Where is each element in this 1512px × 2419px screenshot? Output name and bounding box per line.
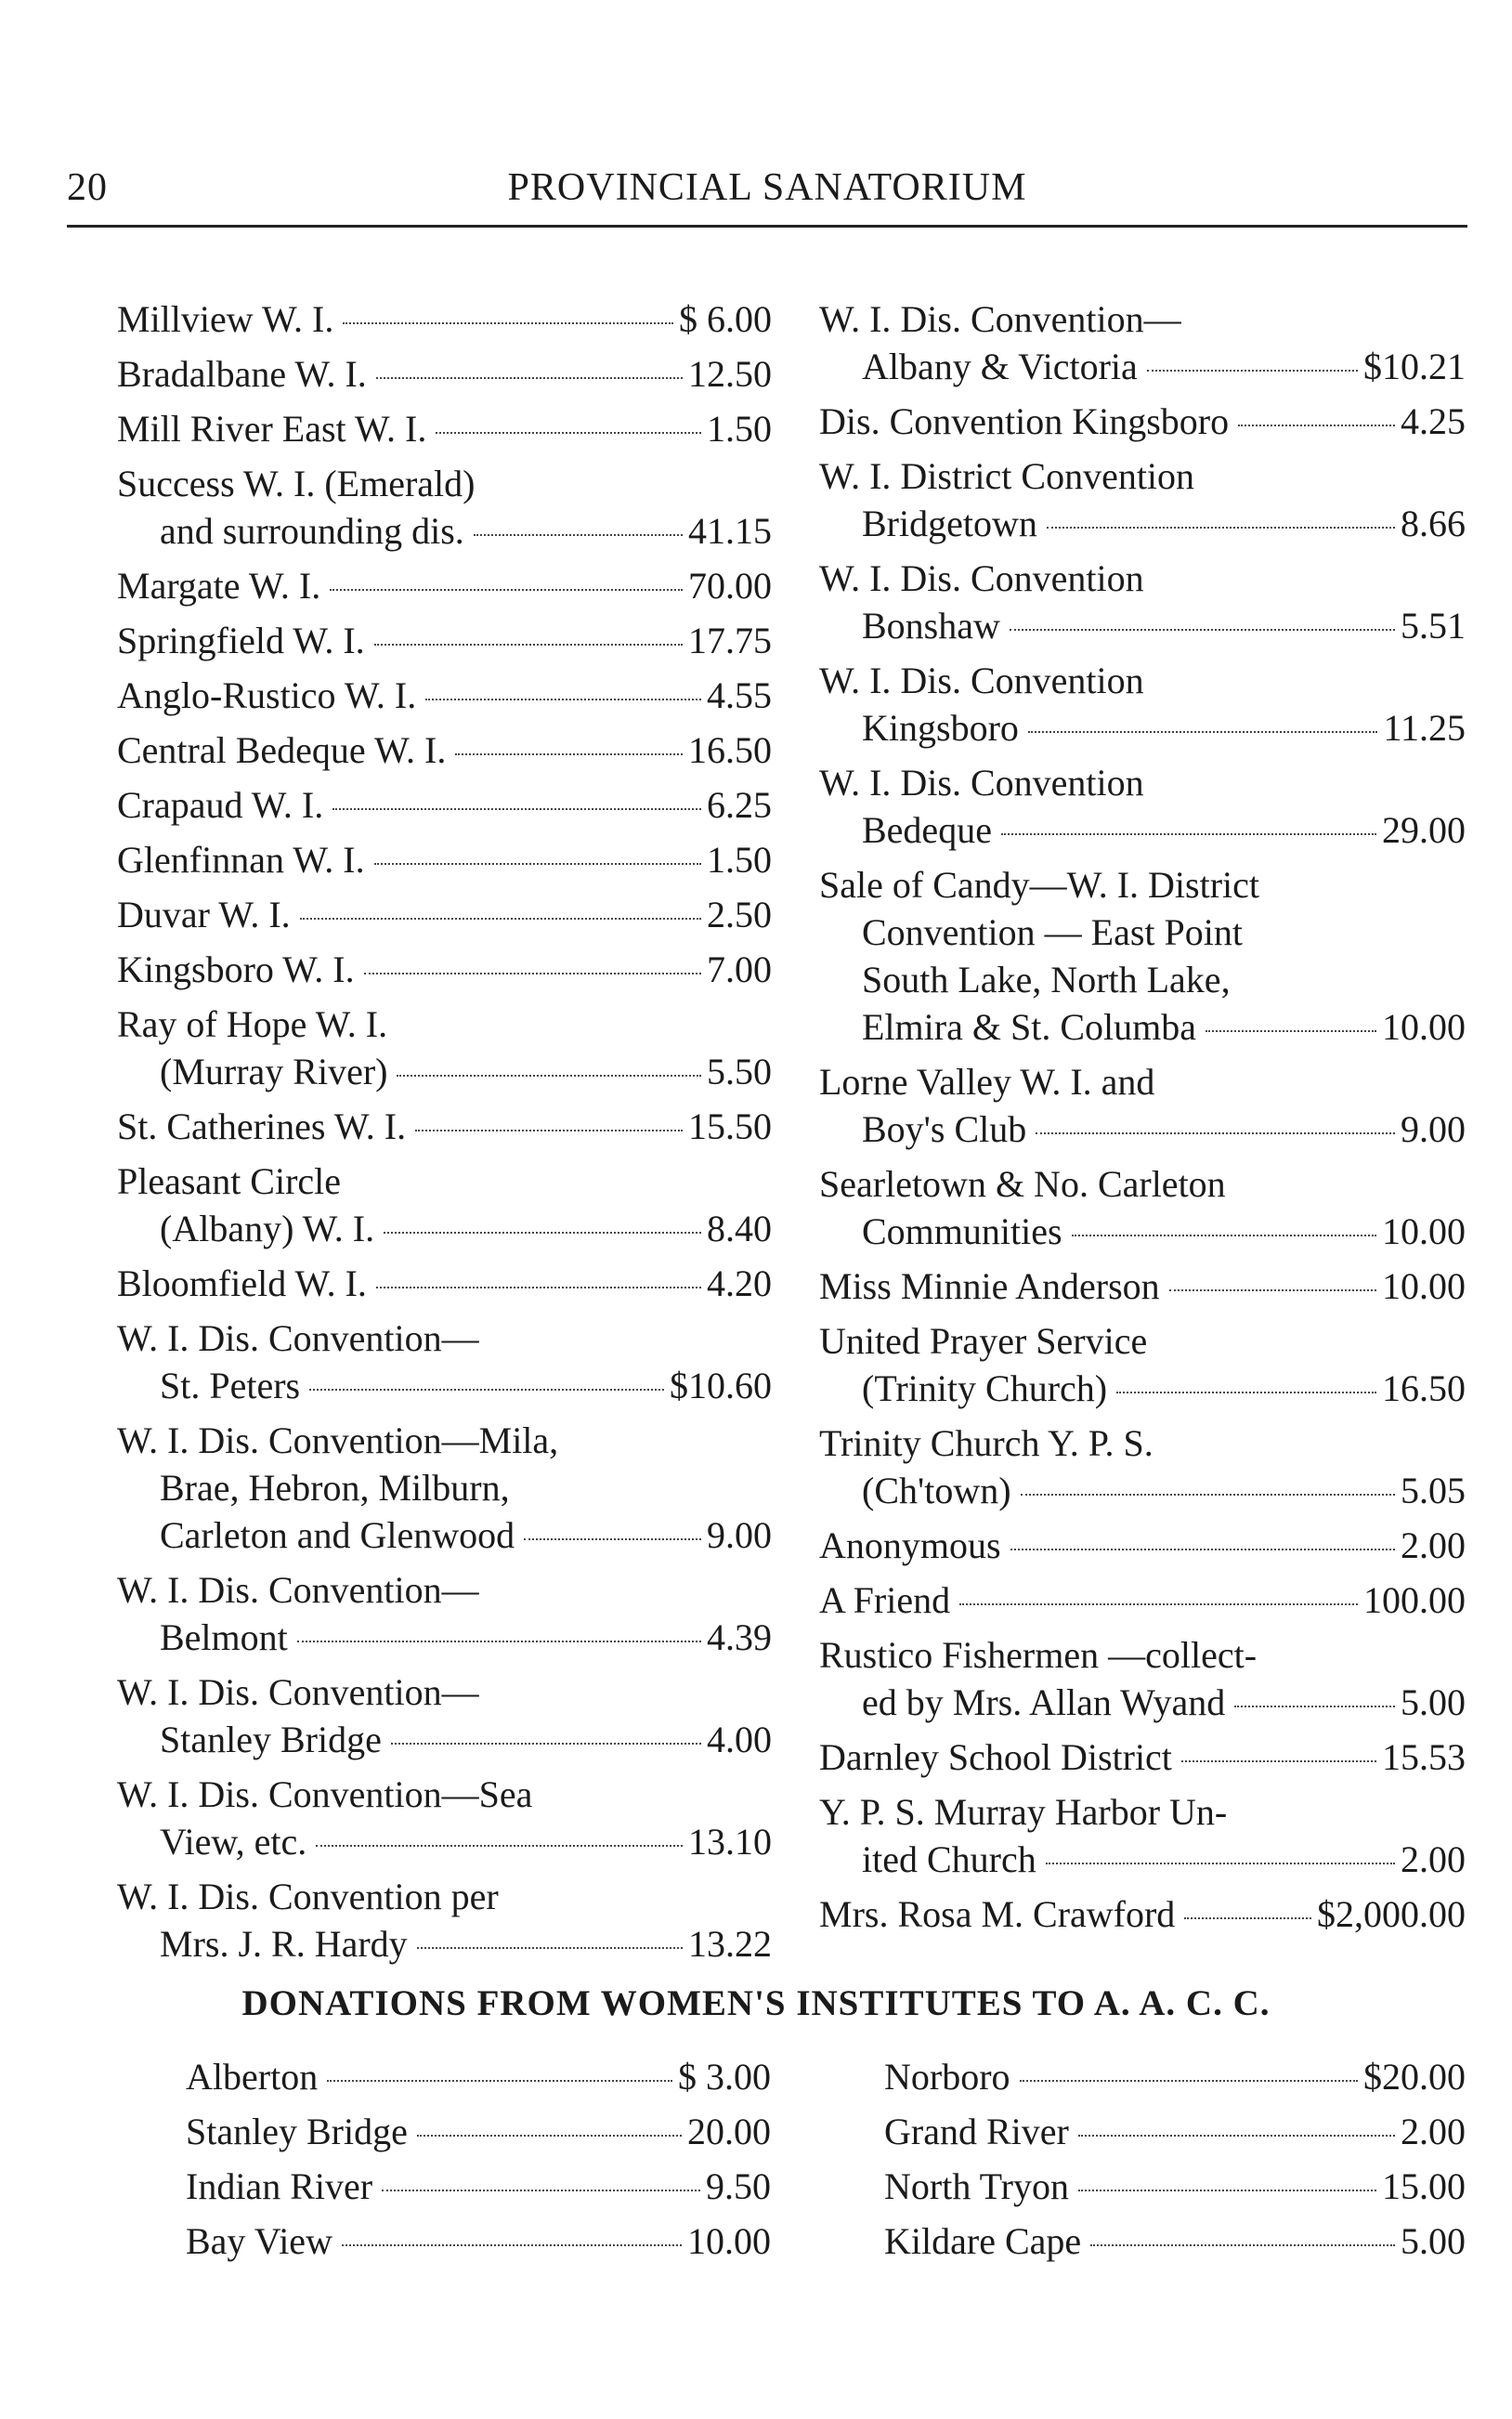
donation-amount: 5.00 xyxy=(1401,2220,1466,2262)
dot-leader xyxy=(417,1947,683,1949)
donation-amount: $20.00 xyxy=(1363,2056,1466,2098)
donation-amount: 10.00 xyxy=(1382,1210,1466,1252)
donation-amount: 5.50 xyxy=(707,1051,772,1092)
donation-amount: 8.66 xyxy=(1401,503,1466,544)
entry-line xyxy=(117,1000,772,1048)
entry-line xyxy=(117,836,772,883)
donor-name: (Murray River) xyxy=(160,1051,388,1092)
donor-name: Kildare Cape xyxy=(884,2220,1082,2262)
donation-entry xyxy=(819,295,1466,390)
entry-line xyxy=(819,1003,1466,1051)
donor-name: St. Catherines W. I. xyxy=(117,1105,407,1147)
entry-line xyxy=(117,350,772,398)
entry-line xyxy=(117,1771,772,1818)
entry-line xyxy=(819,1419,1466,1467)
donation-amount: 11.25 xyxy=(1383,707,1466,749)
section-right-column xyxy=(884,2053,1466,2272)
donor-name: Convention — East Point xyxy=(862,911,1243,953)
donation-amount: 12.50 xyxy=(688,353,772,395)
entry-line xyxy=(117,1920,772,1968)
donation-entry xyxy=(117,460,772,555)
entry-line xyxy=(117,1205,772,1252)
donation-amount: 2.00 xyxy=(1401,1838,1466,1880)
donation-entry xyxy=(117,1566,772,1661)
donation-entry xyxy=(819,1317,1466,1412)
entry-line xyxy=(819,1467,1466,1514)
entry-line xyxy=(117,405,772,452)
donor-name: Bay View xyxy=(186,2220,332,2262)
donation-entry xyxy=(117,672,772,719)
donation-amount: 9.00 xyxy=(1401,1108,1466,1150)
donation-amount: 29.00 xyxy=(1382,809,1466,851)
entry-line xyxy=(117,1260,772,1307)
donor-name: Bedeque xyxy=(862,809,992,851)
donor-name: Lorne Valley W. I. and xyxy=(819,1061,1155,1103)
entry-line xyxy=(186,2163,771,2210)
donation-entry xyxy=(117,1668,772,1763)
dot-leader xyxy=(397,1075,701,1077)
donor-name: Margate W. I. xyxy=(117,565,321,607)
dot-leader xyxy=(1238,425,1395,426)
donor-name: Grand River xyxy=(884,2111,1069,2152)
donor-name: Dis. Convention Kingsboro xyxy=(819,400,1230,442)
dot-leader xyxy=(474,534,683,536)
donation-entry xyxy=(819,1522,1466,1569)
entry-line xyxy=(117,1314,772,1362)
donation-amount: 6.25 xyxy=(707,784,772,826)
donation-entry xyxy=(819,1160,1466,1255)
donation-entry xyxy=(819,1419,1466,1514)
donation-entry xyxy=(186,2053,771,2100)
dot-leader xyxy=(1021,1494,1395,1496)
entry-line xyxy=(819,1058,1466,1105)
entry-line xyxy=(819,657,1466,704)
dot-leader xyxy=(1206,1030,1376,1032)
entry-line xyxy=(819,909,1466,956)
donor-name: Darnley School District xyxy=(819,1736,1172,1778)
entry-line xyxy=(819,1733,1466,1781)
donation-entry xyxy=(819,1631,1466,1726)
donor-name: Bridgetown xyxy=(862,503,1037,544)
donation-entry xyxy=(117,1771,772,1865)
donor-name: W. I. Dis. Convention— xyxy=(117,1569,479,1611)
entry-line xyxy=(117,562,772,609)
donor-name: and surrounding dis. xyxy=(160,510,464,552)
entry-line xyxy=(819,500,1466,547)
dot-leader xyxy=(455,753,683,755)
entry-line xyxy=(117,1464,772,1511)
entry-line xyxy=(819,1836,1466,1883)
dot-leader xyxy=(415,1130,683,1131)
entry-line xyxy=(117,1818,772,1865)
donor-name: Alberton xyxy=(186,2056,319,2098)
donation-amount: 5.00 xyxy=(1401,1681,1466,1723)
dot-leader xyxy=(316,1845,683,1847)
donation-amount: 5.05 xyxy=(1401,1470,1466,1511)
dot-leader xyxy=(1078,2135,1395,2137)
donation-entry xyxy=(117,405,772,452)
donation-amount: $10.21 xyxy=(1363,346,1466,387)
entry-line xyxy=(117,507,772,555)
entry-line xyxy=(117,1511,772,1559)
donation-entry xyxy=(819,555,1466,649)
donor-name: W. I. Dis. Convention—Sea xyxy=(117,1773,533,1815)
right-donation-column xyxy=(819,295,1466,1945)
donation-entry xyxy=(117,1314,772,1409)
donor-name: W. I. Dis. Convention— xyxy=(117,1317,479,1359)
donation-amount: 15.50 xyxy=(688,1105,772,1147)
dot-leader xyxy=(382,2190,700,2191)
donation-entry xyxy=(884,2217,1466,2265)
donor-name: Mill River East W. I. xyxy=(117,408,427,450)
donation-amount: 4.00 xyxy=(707,1719,772,1760)
donation-entry xyxy=(186,2217,771,2265)
entry-line xyxy=(819,861,1466,909)
donation-amount: 10.00 xyxy=(687,2220,771,2262)
entry-line xyxy=(819,704,1466,752)
donation-amount: $ 3.00 xyxy=(678,2056,771,2098)
donor-name: Sale of Candy—W. I. District xyxy=(819,864,1260,906)
dot-leader xyxy=(384,1232,701,1234)
dot-leader xyxy=(1184,1917,1311,1919)
dot-leader xyxy=(1036,1132,1395,1134)
entry-line xyxy=(884,2053,1466,2100)
donor-name: Duvar W. I. xyxy=(117,894,291,935)
donor-name: W. I. Dis. Convention— xyxy=(819,298,1181,340)
entry-line xyxy=(819,759,1466,806)
entry-line xyxy=(819,452,1466,500)
donor-name: St. Peters xyxy=(160,1365,301,1406)
dot-leader xyxy=(1001,833,1376,835)
entry-line xyxy=(819,956,1466,1003)
donation-amount: 13.10 xyxy=(688,1821,772,1863)
donor-name: Millview W. I. xyxy=(117,298,334,340)
donor-name: Rustico Fishermen —collect- xyxy=(819,1634,1258,1676)
donation-entry xyxy=(117,617,772,664)
donation-amount: 7.00 xyxy=(707,948,772,990)
donation-entry xyxy=(117,1260,772,1307)
entry-line xyxy=(117,1362,772,1409)
donation-entry xyxy=(884,2053,1466,2100)
donor-name: Pleasant Circle xyxy=(117,1160,342,1202)
donation-entry xyxy=(117,836,772,883)
donor-name: South Lake, North Lake, xyxy=(862,959,1231,1000)
donor-name: W. I. Dis. Convention—Mila, xyxy=(117,1419,559,1461)
donation-amount: 4.25 xyxy=(1401,400,1466,442)
donation-entry xyxy=(117,1103,772,1150)
entry-line xyxy=(117,1566,772,1614)
donation-entry xyxy=(819,1262,1466,1310)
dot-leader xyxy=(1046,1863,1395,1864)
donation-entry xyxy=(117,891,772,938)
entry-line xyxy=(117,1048,772,1095)
donor-name: (Albany) W. I. xyxy=(160,1208,375,1249)
donor-name: A Friend xyxy=(819,1579,951,1621)
donor-name: United Prayer Service xyxy=(819,1320,1148,1362)
dot-leader xyxy=(1234,1706,1395,1707)
donation-amount: 2.00 xyxy=(1401,1524,1466,1566)
dot-leader xyxy=(1169,1289,1376,1291)
donor-name: Y. P. S. Murray Harbor Un- xyxy=(819,1791,1228,1833)
entry-line xyxy=(819,1208,1466,1255)
donation-entry xyxy=(117,1000,772,1095)
donation-amount: 16.50 xyxy=(1382,1367,1466,1409)
donation-entry xyxy=(819,398,1466,445)
donation-amount: 9.00 xyxy=(707,1514,772,1556)
dot-leader xyxy=(1090,2244,1395,2246)
entry-line xyxy=(819,1262,1466,1310)
entry-line xyxy=(117,781,772,829)
section-left-column xyxy=(186,2053,771,2272)
dot-leader xyxy=(959,1603,1358,1605)
entry-line xyxy=(819,1788,1466,1836)
dot-leader xyxy=(309,1389,664,1391)
donation-amount: 70.00 xyxy=(688,565,772,607)
donor-name: Communities xyxy=(862,1210,1062,1252)
entry-line xyxy=(186,2217,771,2265)
entry-line xyxy=(884,2163,1466,2210)
donor-name: Ray of Hope W. I. xyxy=(117,1003,388,1045)
donor-name: Searletown & No. Carleton xyxy=(819,1163,1226,1205)
donation-entry xyxy=(884,2108,1466,2155)
donor-name: Belmont xyxy=(160,1616,288,1658)
entry-line xyxy=(117,946,772,993)
entry-line xyxy=(117,617,772,664)
donor-name: (Ch'town) xyxy=(862,1470,1011,1511)
dot-leader xyxy=(425,699,701,700)
donation-amount: 4.39 xyxy=(707,1616,772,1658)
donation-amount: $ 6.00 xyxy=(679,298,772,340)
entry-line xyxy=(117,460,772,507)
dot-leader xyxy=(374,863,701,865)
donation-amount: 10.00 xyxy=(1382,1265,1466,1307)
donation-amount: 5.51 xyxy=(1401,605,1466,647)
entry-line xyxy=(117,1716,772,1763)
page-number: 20 xyxy=(67,166,108,209)
donation-entry xyxy=(186,2108,771,2155)
donor-name: Springfield W. I. xyxy=(117,620,365,661)
donor-name: Crapaud W. I. xyxy=(117,784,324,826)
entry-line xyxy=(819,1160,1466,1208)
entry-line xyxy=(819,1522,1466,1569)
section-title: DONATIONS FROM WOMEN'S INSTITUTES TO A. A. C. C. xyxy=(241,1983,1271,2023)
donor-name: Miss Minnie Anderson xyxy=(819,1265,1160,1307)
donor-name: Anonymous xyxy=(819,1524,1001,1566)
donor-name: Anglo-Rustico W. I. xyxy=(117,674,417,716)
header-rule xyxy=(67,225,1467,228)
donation-amount: 13.22 xyxy=(688,1923,772,1965)
donation-amount: 4.55 xyxy=(707,674,772,716)
entry-line xyxy=(117,1157,772,1205)
entry-line xyxy=(117,1103,772,1150)
donation-entry xyxy=(117,350,772,398)
entry-line xyxy=(819,398,1466,445)
donation-amount: 4.20 xyxy=(707,1262,772,1304)
donor-name: (Trinity Church) xyxy=(862,1367,1108,1409)
donation-amount: 10.00 xyxy=(1382,1006,1466,1048)
dot-leader xyxy=(1028,731,1378,733)
donor-name: Brae, Hebron, Milburn, xyxy=(160,1467,510,1509)
donation-amount: 8.40 xyxy=(707,1208,772,1249)
donation-amount: 15.53 xyxy=(1382,1736,1466,1778)
entry-line xyxy=(819,1105,1466,1153)
donation-amount: 41.15 xyxy=(688,510,772,552)
dot-leader xyxy=(1181,1760,1376,1762)
dot-leader xyxy=(524,1538,701,1540)
left-donation-column xyxy=(117,295,772,1975)
donation-entry xyxy=(884,2163,1466,2210)
dot-leader xyxy=(417,2135,682,2137)
donor-name: View, etc. xyxy=(160,1821,307,1863)
entry-line xyxy=(117,295,772,343)
dot-leader xyxy=(1116,1392,1376,1393)
donation-entry xyxy=(117,1157,772,1252)
dot-leader xyxy=(332,808,701,810)
donor-name: Elmira & St. Columba xyxy=(862,1006,1196,1048)
donation-entry xyxy=(819,1733,1466,1781)
donor-name: Bradalbane W. I. xyxy=(117,353,367,395)
donation-entry xyxy=(117,781,772,829)
dot-leader xyxy=(436,432,701,434)
entry-line xyxy=(117,1614,772,1661)
entry-line xyxy=(117,672,772,719)
donation-entry xyxy=(819,1788,1466,1883)
entry-line xyxy=(819,1631,1466,1679)
entry-line xyxy=(819,1890,1466,1938)
entry-line xyxy=(884,2108,1466,2155)
entry-line xyxy=(117,891,772,938)
dot-leader xyxy=(1147,370,1358,372)
dot-leader xyxy=(327,2080,672,2082)
dot-leader xyxy=(342,2244,682,2246)
donor-name: Kingsboro W. I. xyxy=(117,948,355,990)
donor-name: Central Bedeque W. I. xyxy=(117,729,447,771)
donor-name: ited Church xyxy=(862,1838,1036,1880)
donation-entry xyxy=(117,295,772,343)
donor-name: Success W. I. (Emerald) xyxy=(117,463,476,504)
dot-leader xyxy=(1072,1235,1376,1236)
donation-entry xyxy=(117,1873,772,1968)
donor-name: Boy's Club xyxy=(862,1108,1027,1150)
donor-name: Stanley Bridge xyxy=(186,2111,408,2152)
donation-entry xyxy=(117,726,772,774)
donation-amount: 2.00 xyxy=(1401,2111,1466,2152)
dot-leader xyxy=(1078,2190,1376,2191)
donor-name: Mrs. J. R. Hardy xyxy=(160,1923,408,1965)
page-title: PROVINCIAL SANATORIUM xyxy=(507,166,1027,209)
entry-line xyxy=(819,806,1466,854)
dot-leader xyxy=(300,918,701,920)
dot-leader xyxy=(376,377,683,379)
dot-leader xyxy=(1047,527,1395,529)
donation-amount: 17.75 xyxy=(688,620,772,661)
donor-name: ed by Mrs. Allan Wyand xyxy=(862,1681,1226,1723)
donation-entry xyxy=(819,861,1466,1051)
entry-line xyxy=(186,2108,771,2155)
donation-entry xyxy=(819,759,1466,854)
entry-line xyxy=(186,2053,771,2100)
donor-name: Bonshaw xyxy=(862,605,1000,647)
donor-name: W. I. Dis. Convention xyxy=(819,660,1144,701)
donation-entry xyxy=(117,946,772,993)
dot-leader xyxy=(391,1743,701,1745)
entry-line xyxy=(819,1679,1466,1726)
donor-name: W. I. Dis. Convention xyxy=(819,762,1144,804)
donation-entry xyxy=(819,1058,1466,1153)
donor-name: North Tryon xyxy=(884,2165,1069,2207)
dot-leader xyxy=(343,322,673,324)
dot-leader xyxy=(1020,2080,1358,2082)
donation-entry xyxy=(819,657,1466,752)
dot-leader xyxy=(1010,629,1395,631)
donation-amount: 2.50 xyxy=(707,894,772,935)
donor-name: Stanley Bridge xyxy=(160,1719,382,1760)
entry-line xyxy=(819,555,1466,602)
donation-amount: 1.50 xyxy=(707,408,772,450)
donor-name: Indian River xyxy=(186,2165,373,2207)
donor-name: W. I. Dis. Convention per xyxy=(117,1876,499,1917)
donor-name: Norboro xyxy=(884,2056,1010,2098)
page-header xyxy=(67,165,1467,212)
donation-amount: $10.60 xyxy=(670,1365,772,1406)
donor-name: Carleton and Glenwood xyxy=(160,1514,515,1556)
entry-line xyxy=(117,1873,772,1920)
entry-line xyxy=(117,726,772,774)
entry-line xyxy=(819,1317,1466,1365)
dot-leader xyxy=(1010,1549,1395,1550)
entry-line xyxy=(819,602,1466,649)
entry-line xyxy=(884,2217,1466,2265)
entry-line xyxy=(819,295,1466,343)
donation-entry xyxy=(117,1417,772,1559)
dot-leader xyxy=(330,589,683,591)
donor-name: Glenfinnan W. I. xyxy=(117,839,365,881)
donation-amount: 15.00 xyxy=(1382,2165,1466,2207)
dot-leader xyxy=(364,973,701,974)
donor-name: Kingsboro xyxy=(862,707,1019,749)
donor-name: W. I. Dis. Convention— xyxy=(117,1671,479,1713)
dot-leader xyxy=(374,644,683,646)
donation-amount: 20.00 xyxy=(687,2111,771,2152)
donation-entry xyxy=(186,2163,771,2210)
dot-leader xyxy=(297,1641,701,1642)
dot-leader xyxy=(376,1287,701,1288)
donor-name: Trinity Church Y. P. S. xyxy=(819,1422,1154,1464)
donor-name: Bloomfield W. I. xyxy=(117,1262,367,1304)
donation-amount: 1.50 xyxy=(707,839,772,881)
entry-line xyxy=(819,343,1466,390)
donor-name: W. I. District Convention xyxy=(819,455,1195,497)
donation-amount: 100.00 xyxy=(1363,1579,1466,1621)
donor-name: Albany & Victoria xyxy=(862,346,1138,387)
donation-entry xyxy=(819,452,1466,547)
donation-amount: 16.50 xyxy=(688,729,772,771)
donor-name: Mrs. Rosa M. Crawford xyxy=(819,1893,1176,1935)
donation-amount: 9.50 xyxy=(706,2165,771,2207)
donation-entry xyxy=(819,1576,1466,1624)
donor-name: W. I. Dis. Convention xyxy=(819,557,1144,599)
entry-line xyxy=(819,1576,1466,1624)
entry-line xyxy=(117,1668,772,1716)
entry-line xyxy=(819,1365,1466,1412)
donation-amount: $2,000.00 xyxy=(1317,1893,1466,1935)
entry-line xyxy=(117,1417,772,1464)
donation-entry xyxy=(819,1890,1466,1938)
donation-entry xyxy=(117,562,772,609)
